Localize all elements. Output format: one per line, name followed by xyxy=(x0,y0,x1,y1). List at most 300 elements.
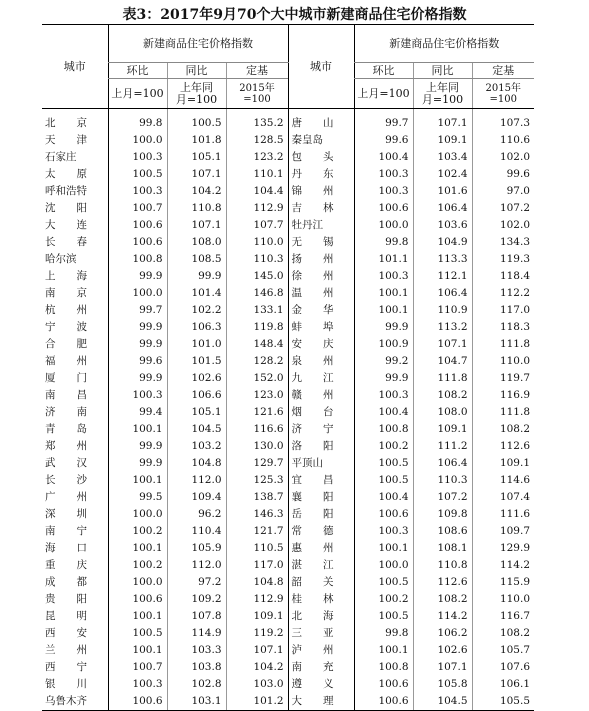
base-cell: 108.2 xyxy=(472,625,534,642)
mom-cell: 100.1 xyxy=(108,540,167,557)
base-cell: 110.3 xyxy=(226,251,288,268)
mom-cell: 100.3 xyxy=(108,183,167,200)
mom-cell: 100.5 xyxy=(108,166,167,183)
yoy-cell: 106.2 xyxy=(413,625,472,642)
yoy-cell: 109.4 xyxy=(167,489,226,506)
yoy-cell: 114.9 xyxy=(167,625,226,642)
col-mom-header-right: 环比 xyxy=(354,63,413,79)
base-cell: 103.0 xyxy=(226,676,288,693)
yoy-cell: 102.8 xyxy=(167,676,226,693)
yoy-cell: 106.4 xyxy=(413,455,472,472)
city-cell: 福 州 xyxy=(45,355,87,367)
yoy-cell: 107.1 xyxy=(167,166,226,183)
mom-cell: 100.0 xyxy=(108,132,167,149)
city-cell: 宜 昌 xyxy=(288,472,354,489)
base-cell: 145.0 xyxy=(226,268,288,285)
base-cell: 112.2 xyxy=(472,285,534,302)
city-cell: 吉 林 xyxy=(288,200,354,217)
table-row xyxy=(42,166,534,183)
city-cell: 哈尔滨 xyxy=(45,253,77,265)
mom-cell: 100.7 xyxy=(108,200,167,217)
city-cell: 石家庄 xyxy=(45,151,77,163)
mom-cell: 100.1 xyxy=(108,608,167,625)
base-cell: 110.0 xyxy=(472,591,534,608)
yoy-cell: 110.9 xyxy=(413,302,472,319)
yoy-cell: 99.9 xyxy=(167,268,226,285)
yoy-cell: 103.3 xyxy=(167,642,226,659)
base-cell: 107.1 xyxy=(226,642,288,659)
yoy-cell: 107.1 xyxy=(167,217,226,234)
base-cell: 128.5 xyxy=(226,132,288,149)
base-cell: 117.0 xyxy=(472,302,534,319)
mom-cell: 100.1 xyxy=(108,642,167,659)
table-row xyxy=(42,285,534,302)
city-cell: 合 肥 xyxy=(45,338,87,350)
mom-cell: 100.0 xyxy=(108,574,167,591)
base-cell: 109.1 xyxy=(472,455,534,472)
yoy-cell: 112.6 xyxy=(413,574,472,591)
yoy-cell: 113.2 xyxy=(413,319,472,336)
mom-cell: 100.5 xyxy=(354,574,413,591)
yoy-cell: 111.2 xyxy=(413,438,472,455)
mom-cell: 99.7 xyxy=(354,109,413,133)
yoy-cell: 104.5 xyxy=(413,693,472,711)
yoy-cell: 106.4 xyxy=(413,200,472,217)
mom-cell: 100.3 xyxy=(354,183,413,200)
city-cell: 安 庆 xyxy=(288,336,354,353)
city-cell: 西 安 xyxy=(45,627,87,639)
mom-cell: 100.1 xyxy=(354,302,413,319)
yoy-cell: 106.3 xyxy=(167,319,226,336)
base-cell: 119.2 xyxy=(226,625,288,642)
table-row xyxy=(42,183,534,200)
mom-cell: 100.0 xyxy=(354,217,413,234)
base-cell: 112.9 xyxy=(226,591,288,608)
yoy-cell: 107.1 xyxy=(413,336,472,353)
yoy-cell: 108.0 xyxy=(167,234,226,251)
mom-cell: 99.9 xyxy=(108,268,167,285)
table-title: 表3：2017年9月70个大中城市新建商品住宅价格指数 xyxy=(122,7,467,23)
city-cell: 昆 明 xyxy=(45,610,87,622)
yoy-cell: 108.2 xyxy=(413,591,472,608)
city-cell: 天 津 xyxy=(45,134,87,146)
city-cell: 南 宁 xyxy=(45,525,87,537)
base-cell: 125.3 xyxy=(226,472,288,489)
city-cell: 韶 关 xyxy=(288,574,354,591)
col-yoy-header-left: 同比 xyxy=(167,63,226,79)
mom-cell: 100.1 xyxy=(354,285,413,302)
base-cell: 115.9 xyxy=(472,574,534,591)
mom-cell: 101.1 xyxy=(354,251,413,268)
city-cell: 乌鲁木齐 xyxy=(42,693,108,711)
base-cell: 102.0 xyxy=(472,217,534,234)
yoy-cell: 103.6 xyxy=(413,217,472,234)
city-cell: 遵 义 xyxy=(288,676,354,693)
base-cell: 148.4 xyxy=(226,336,288,353)
mom-cell: 100.3 xyxy=(108,149,167,166)
city-cell: 海 口 xyxy=(45,542,87,554)
mom-cell: 100.2 xyxy=(108,523,167,540)
city-cell: 上 海 xyxy=(45,270,87,282)
mom-cell: 99.9 xyxy=(354,319,413,336)
city-cell: 唐 山 xyxy=(288,109,354,133)
yoy-cell: 111.8 xyxy=(413,370,472,387)
table-row xyxy=(42,319,534,336)
yoy-cell: 102.6 xyxy=(167,370,226,387)
table-row xyxy=(42,234,534,251)
mom-cell: 99.9 xyxy=(108,455,167,472)
base-cell: 118.3 xyxy=(472,319,534,336)
base-cell: 119.3 xyxy=(472,251,534,268)
mom-cell: 100.5 xyxy=(108,625,167,642)
yoy-cell: 105.1 xyxy=(167,404,226,421)
city-cell: 扬 州 xyxy=(288,251,354,268)
mom-cell: 99.9 xyxy=(108,336,167,353)
city-cell: 岳 阳 xyxy=(288,506,354,523)
mom-cell: 100.6 xyxy=(354,693,413,711)
city-cell: 洛 阳 xyxy=(288,438,354,455)
city-cell: 大 连 xyxy=(45,219,87,231)
city-cell: 宁 波 xyxy=(45,321,87,333)
city-cell: 武 汉 xyxy=(45,457,87,469)
mom-cell: 100.6 xyxy=(108,591,167,608)
base-cell: 116.7 xyxy=(472,608,534,625)
base-cell: 152.0 xyxy=(226,370,288,387)
table-row xyxy=(42,217,534,234)
base-cell: 123.2 xyxy=(226,149,288,166)
mom-cell: 100.0 xyxy=(354,557,413,574)
base-cell: 111.8 xyxy=(472,404,534,421)
mom-cell: 100.2 xyxy=(354,438,413,455)
yoy-cell: 103.4 xyxy=(413,149,472,166)
city-cell: 呼和浩特 xyxy=(45,185,87,197)
base-cell: 112.9 xyxy=(226,200,288,217)
base-cell: 111.8 xyxy=(472,336,534,353)
yoy-cell: 106.6 xyxy=(167,387,226,404)
yoy-cell: 106.4 xyxy=(413,285,472,302)
col-base-header-right: 定基 xyxy=(472,63,534,79)
city-cell: 赣 州 xyxy=(288,387,354,404)
base-cell: 135.2 xyxy=(226,109,288,133)
city-cell: 包 头 xyxy=(288,149,354,166)
city-cell: 襄 阳 xyxy=(288,489,354,506)
yoy-cell: 108.2 xyxy=(413,387,472,404)
table-row xyxy=(42,438,534,455)
table-row xyxy=(42,506,534,523)
yoy-cell: 103.1 xyxy=(167,693,226,711)
table-row xyxy=(42,472,534,489)
city-cell: 金 华 xyxy=(288,302,354,319)
city-cell: 湛 江 xyxy=(288,557,354,574)
yoy-cell: 103.8 xyxy=(167,659,226,676)
yoy-cell: 101.0 xyxy=(167,336,226,353)
mom-cell: 100.6 xyxy=(108,234,167,251)
yoy-cell: 96.2 xyxy=(167,506,226,523)
mom-cell: 99.2 xyxy=(354,353,413,370)
mom-cell: 99.9 xyxy=(354,370,413,387)
mom-cell: 100.8 xyxy=(354,421,413,438)
table-row xyxy=(42,625,534,642)
yoy-cell: 109.2 xyxy=(167,591,226,608)
mom-cell: 100.6 xyxy=(354,676,413,693)
yoy-cell: 112.1 xyxy=(413,268,472,285)
base-cell: 110.0 xyxy=(226,234,288,251)
mom-cell: 99.4 xyxy=(108,404,167,421)
table-row xyxy=(42,676,534,693)
city-cell: 青 岛 xyxy=(45,423,87,435)
base-cell: 109.1 xyxy=(226,608,288,625)
base-cell: 118.4 xyxy=(472,268,534,285)
city-cell: 厦 门 xyxy=(45,372,87,384)
table-row xyxy=(42,302,534,319)
yoy-cell: 112.0 xyxy=(167,472,226,489)
mom-cell: 100.1 xyxy=(108,472,167,489)
yoy-cell: 109.1 xyxy=(413,421,472,438)
yoy-cell: 108.5 xyxy=(167,251,226,268)
base-cell: 107.2 xyxy=(472,200,534,217)
table-row xyxy=(42,149,534,166)
base-cell: 117.0 xyxy=(226,557,288,574)
yoy-cell: 100.5 xyxy=(167,109,226,133)
base-cell: 99.6 xyxy=(472,166,534,183)
table-row xyxy=(42,132,534,149)
mom-cell: 100.3 xyxy=(108,676,167,693)
mom-cell: 100.9 xyxy=(354,336,413,353)
mom-cell: 100.1 xyxy=(108,421,167,438)
base-cell: 107.3 xyxy=(472,109,534,133)
city-cell: 太 原 xyxy=(45,168,87,180)
city-cell: 秦皇岛 xyxy=(288,132,354,149)
table-row xyxy=(42,642,534,659)
city-cell: 南 昌 xyxy=(45,389,87,401)
city-cell: 无 锡 xyxy=(288,234,354,251)
mom-cell: 99.6 xyxy=(354,132,413,149)
table-row xyxy=(42,659,534,676)
table-row xyxy=(42,336,534,353)
base-cell: 107.7 xyxy=(226,217,288,234)
base-cell: 129.7 xyxy=(226,455,288,472)
base-cell: 101.2 xyxy=(226,693,288,711)
city-cell: 深 圳 xyxy=(45,508,87,520)
mom-cell: 100.5 xyxy=(354,472,413,489)
col-yoy-header-right: 同比 xyxy=(413,63,472,79)
city-cell: 北 海 xyxy=(288,608,354,625)
yoy-cell: 102.6 xyxy=(413,642,472,659)
base-cell: 104.8 xyxy=(226,574,288,591)
yoy-cell: 104.5 xyxy=(167,421,226,438)
city-cell: 九 江 xyxy=(288,370,354,387)
base-cell: 119.8 xyxy=(226,319,288,336)
base-cell: 146.8 xyxy=(226,285,288,302)
yoy-cell: 108.0 xyxy=(413,404,472,421)
yoy-cell: 110.3 xyxy=(413,472,472,489)
col-base-sub-left: 2015年 =100 xyxy=(226,79,288,109)
yoy-cell: 101.6 xyxy=(413,183,472,200)
table-row xyxy=(42,455,534,472)
city-cell: 兰 州 xyxy=(45,644,87,656)
yoy-cell: 105.1 xyxy=(167,149,226,166)
col-mom-header-left: 环比 xyxy=(108,63,167,79)
mom-cell: 100.6 xyxy=(108,693,167,711)
col-mom-sub-right: 上月=100 xyxy=(354,79,413,109)
base-cell: 134.3 xyxy=(472,234,534,251)
base-cell: 111.6 xyxy=(472,506,534,523)
base-cell: 107.6 xyxy=(472,659,534,676)
city-cell: 广 州 xyxy=(45,491,87,503)
base-cell: 129.9 xyxy=(472,540,534,557)
table-row xyxy=(42,404,534,421)
mom-cell: 100.2 xyxy=(354,591,413,608)
yoy-cell: 108.1 xyxy=(413,540,472,557)
base-cell: 110.5 xyxy=(226,540,288,557)
table-row xyxy=(42,268,534,285)
table-row xyxy=(42,370,534,387)
city-cell: 济 宁 xyxy=(288,421,354,438)
base-cell: 123.0 xyxy=(226,387,288,404)
city-cell: 丹 东 xyxy=(288,166,354,183)
mom-cell: 100.2 xyxy=(108,557,167,574)
city-header-right: 城市 xyxy=(288,25,354,109)
base-cell: 106.1 xyxy=(472,676,534,693)
city-cell: 长 春 xyxy=(45,236,87,248)
city-cell: 牡丹江 xyxy=(288,217,354,234)
city-cell: 大 理 xyxy=(288,693,354,711)
base-cell: 110.0 xyxy=(472,353,534,370)
mom-cell: 100.5 xyxy=(354,608,413,625)
yoy-cell: 101.8 xyxy=(167,132,226,149)
group-header-left: 新建商品住宅价格指数 xyxy=(108,25,288,63)
base-cell: 104.4 xyxy=(226,183,288,200)
yoy-cell: 107.2 xyxy=(413,489,472,506)
yoy-cell: 104.2 xyxy=(167,183,226,200)
city-cell: 蚌 埠 xyxy=(288,319,354,336)
city-cell: 济 南 xyxy=(45,406,87,418)
mom-cell: 100.4 xyxy=(354,404,413,421)
yoy-cell: 110.4 xyxy=(167,523,226,540)
base-cell: 104.2 xyxy=(226,659,288,676)
table-row xyxy=(42,251,534,268)
base-cell: 121.6 xyxy=(226,404,288,421)
table-row xyxy=(42,421,534,438)
city-cell: 平顶山 xyxy=(288,455,354,472)
mom-cell: 100.5 xyxy=(354,455,413,472)
city-cell: 南 充 xyxy=(288,659,354,676)
yoy-cell: 110.8 xyxy=(413,557,472,574)
mom-cell: 100.7 xyxy=(108,659,167,676)
base-cell: 112.6 xyxy=(472,438,534,455)
mom-cell: 100.3 xyxy=(354,523,413,540)
yoy-cell: 101.5 xyxy=(167,353,226,370)
mom-cell: 100.0 xyxy=(108,285,167,302)
table-row xyxy=(42,109,534,133)
table-row xyxy=(42,353,534,370)
mom-cell: 100.4 xyxy=(354,149,413,166)
city-cell: 泉 州 xyxy=(288,353,354,370)
mom-cell: 99.7 xyxy=(108,302,167,319)
table-row xyxy=(42,523,534,540)
col-yoy-sub-left: 上年同 月=100 xyxy=(167,79,226,109)
base-cell: 97.0 xyxy=(472,183,534,200)
base-cell: 109.7 xyxy=(472,523,534,540)
base-cell: 116.9 xyxy=(472,387,534,404)
table-body xyxy=(42,109,534,711)
mom-cell: 100.3 xyxy=(354,268,413,285)
yoy-cell: 105.8 xyxy=(413,676,472,693)
city-cell: 徐 州 xyxy=(288,268,354,285)
mom-cell: 100.3 xyxy=(354,166,413,183)
mom-cell: 100.6 xyxy=(354,506,413,523)
price-index-table xyxy=(42,24,534,711)
table-row xyxy=(42,608,534,625)
mom-cell: 99.6 xyxy=(108,353,167,370)
mom-cell: 100.0 xyxy=(108,506,167,523)
group-header-right: 新建商品住宅价格指数 xyxy=(354,25,534,63)
city-cell: 重 庆 xyxy=(45,559,87,571)
city-cell: 烟 台 xyxy=(288,404,354,421)
mom-cell: 99.8 xyxy=(354,625,413,642)
table-row xyxy=(42,574,534,591)
city-cell: 长 沙 xyxy=(45,474,87,486)
yoy-cell: 109.8 xyxy=(413,506,472,523)
mom-cell: 100.4 xyxy=(354,489,413,506)
yoy-cell: 105.9 xyxy=(167,540,226,557)
mom-cell: 99.9 xyxy=(108,370,167,387)
base-cell: 130.0 xyxy=(226,438,288,455)
yoy-cell: 107.8 xyxy=(167,608,226,625)
yoy-cell: 108.6 xyxy=(413,523,472,540)
table-row xyxy=(42,489,534,506)
base-cell: 110.6 xyxy=(472,132,534,149)
base-cell: 128.2 xyxy=(226,353,288,370)
mom-cell: 100.1 xyxy=(354,642,413,659)
base-cell: 114.6 xyxy=(472,472,534,489)
base-cell: 110.1 xyxy=(226,166,288,183)
yoy-cell: 104.8 xyxy=(167,455,226,472)
base-cell: 121.7 xyxy=(226,523,288,540)
table-row xyxy=(42,387,534,404)
city-cell: 温 州 xyxy=(288,285,354,302)
city-cell: 惠 州 xyxy=(288,540,354,557)
yoy-cell: 104.7 xyxy=(413,353,472,370)
mom-cell: 100.6 xyxy=(108,217,167,234)
mom-cell: 99.9 xyxy=(108,319,167,336)
mom-cell: 99.8 xyxy=(354,234,413,251)
yoy-cell: 114.2 xyxy=(413,608,472,625)
col-base-sub-right: 2015年 =100 xyxy=(472,79,534,109)
mom-cell: 100.8 xyxy=(354,659,413,676)
yoy-cell: 107.1 xyxy=(413,109,472,133)
city-cell: 常 德 xyxy=(288,523,354,540)
city-cell: 三 亚 xyxy=(288,625,354,642)
yoy-cell: 102.4 xyxy=(413,166,472,183)
base-cell: 146.3 xyxy=(226,506,288,523)
city-cell: 西 宁 xyxy=(45,661,87,673)
base-cell: 138.7 xyxy=(226,489,288,506)
city-cell: 银 川 xyxy=(45,678,87,690)
table-row xyxy=(42,693,534,711)
base-cell: 102.0 xyxy=(472,149,534,166)
table-row xyxy=(42,557,534,574)
mom-cell: 100.3 xyxy=(354,387,413,404)
table-row xyxy=(42,591,534,608)
city-cell: 桂 林 xyxy=(288,591,354,608)
mom-cell: 100.8 xyxy=(108,251,167,268)
city-header-left: 城市 xyxy=(42,25,108,109)
col-yoy-sub-right: 上年同 月=100 xyxy=(413,79,472,109)
mom-cell: 100.1 xyxy=(354,540,413,557)
city-cell: 锦 州 xyxy=(288,183,354,200)
yoy-cell: 113.3 xyxy=(413,251,472,268)
